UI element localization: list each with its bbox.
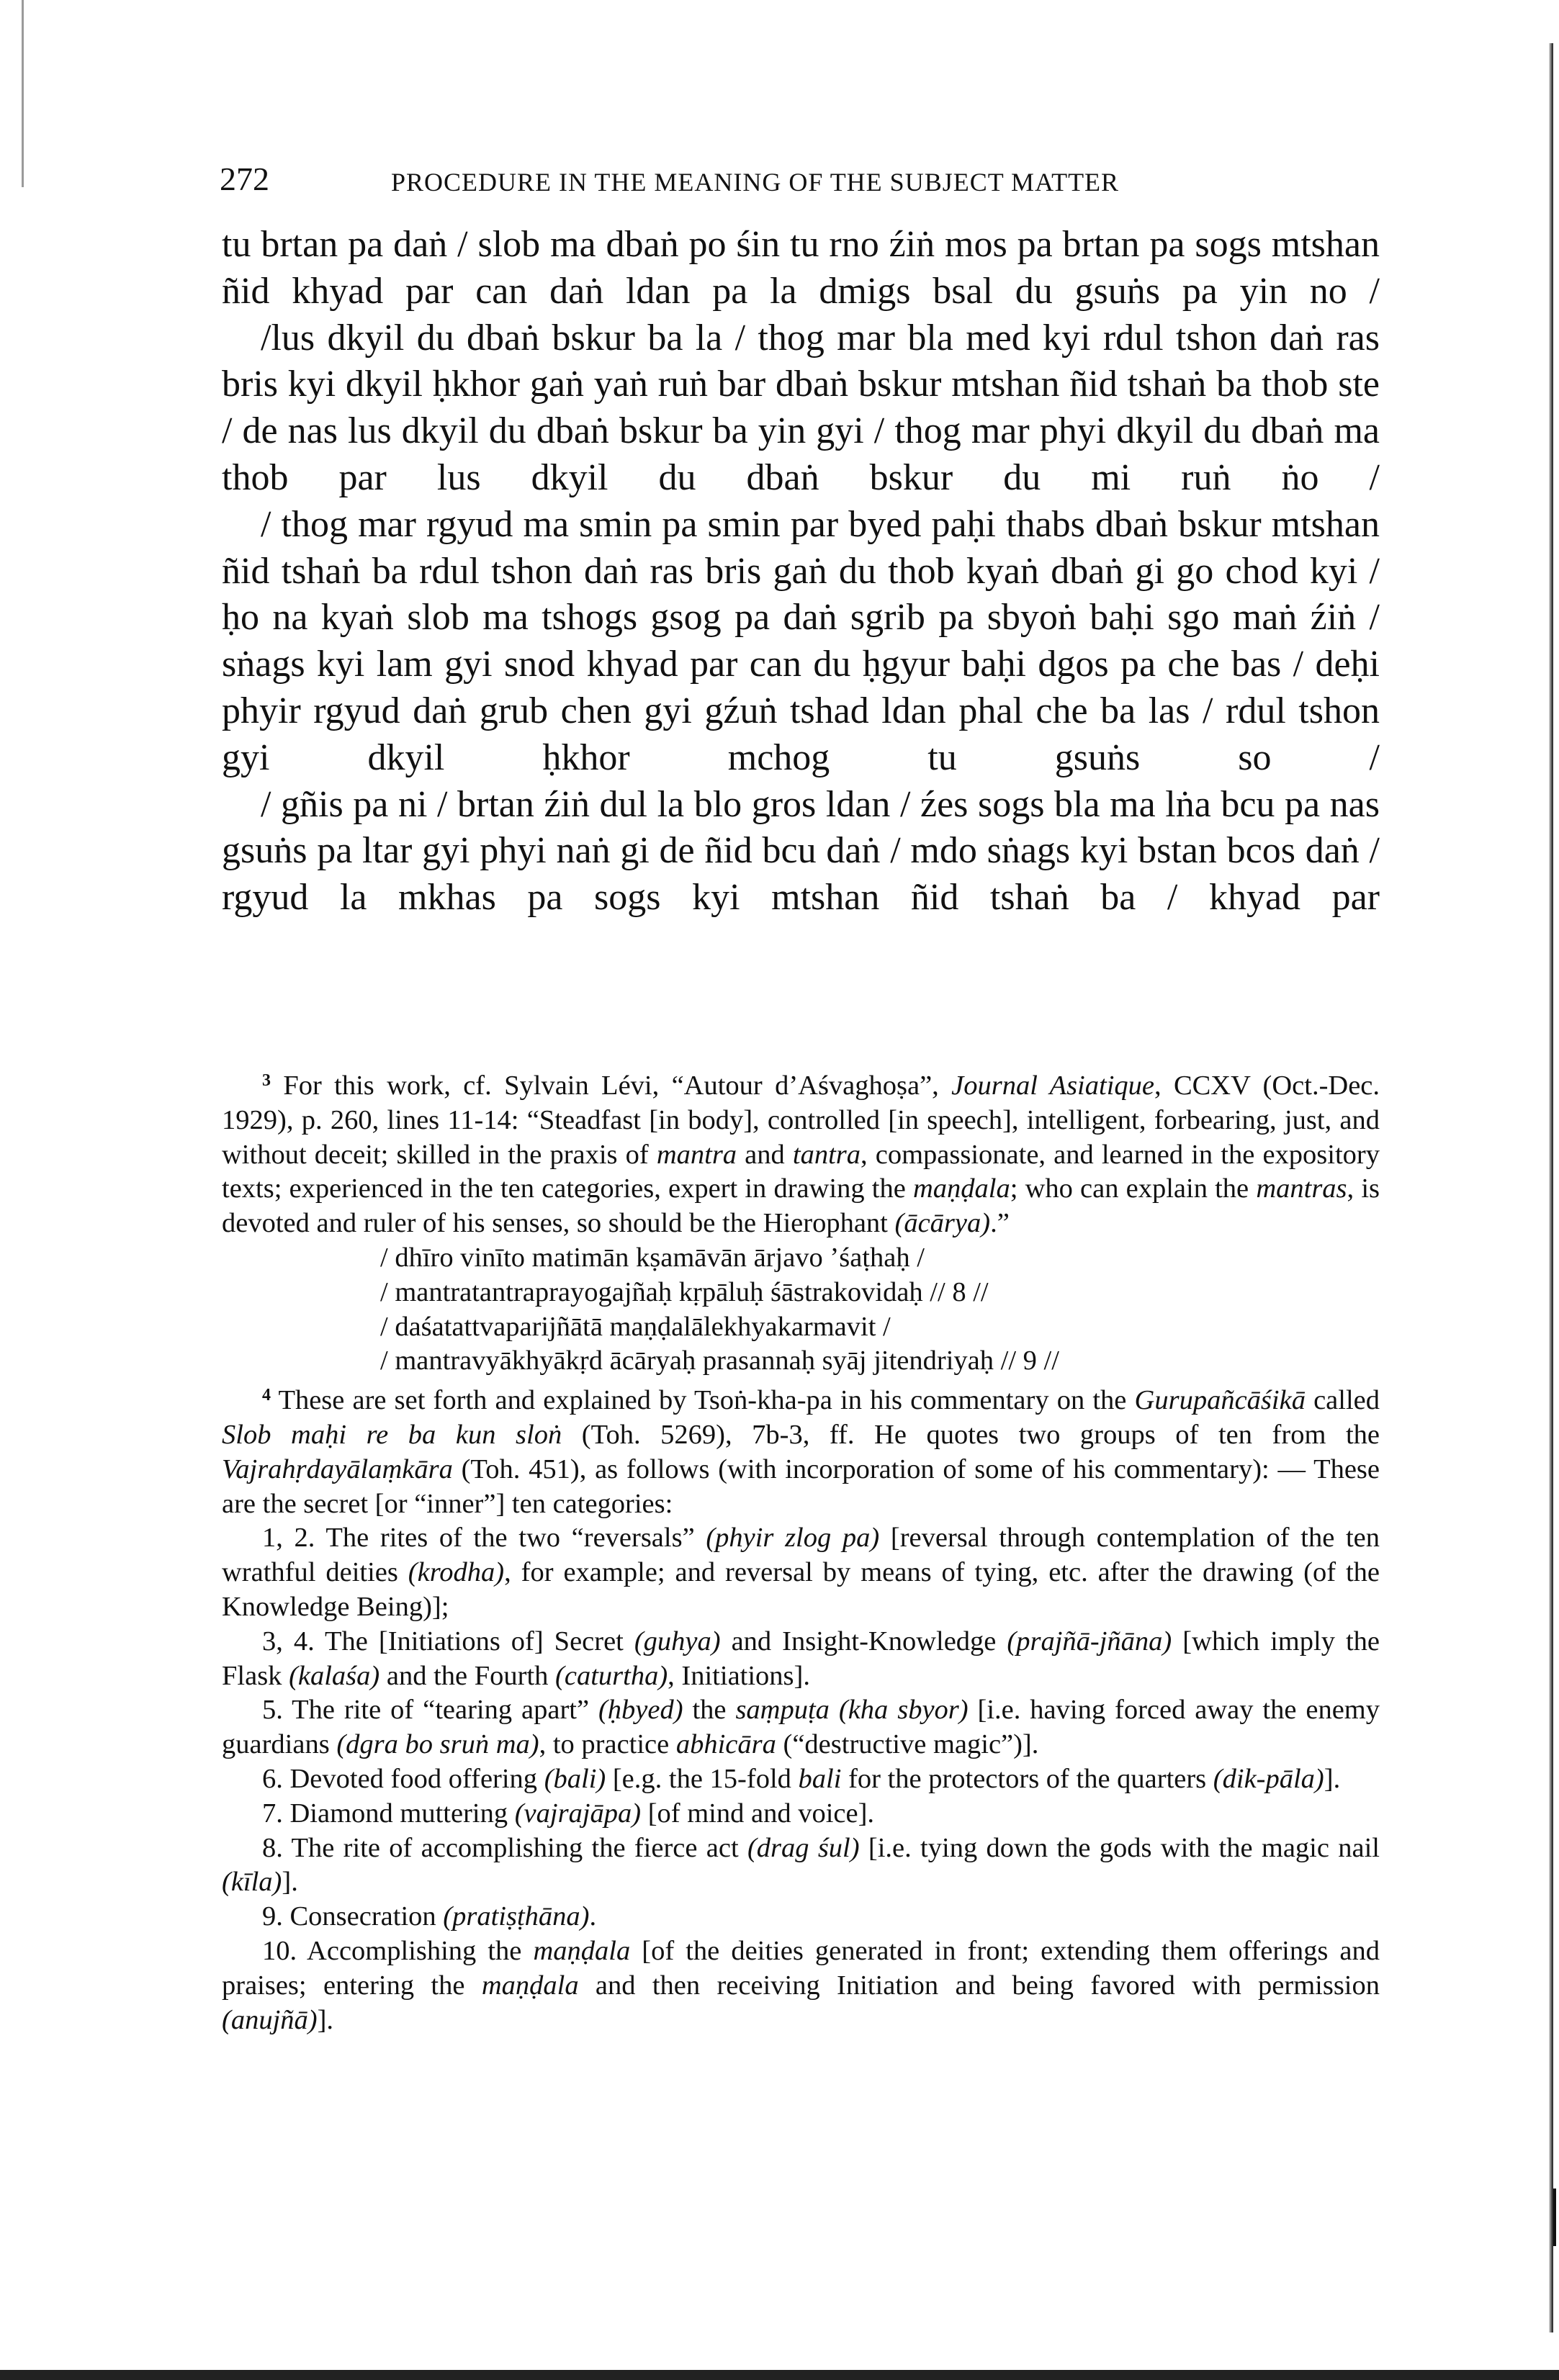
list-item: 9. Consecration (pratiṣṭhāna).	[262, 1901, 597, 1932]
running-head: PROCEDURE IN THE MEANING OF THE SUBJECT MATTER	[391, 168, 1120, 197]
list-item: 6. Devoted food offering (bali) [e.g. the 15-fold bali for the protectors of the quarters (dik-pāla)].	[262, 1763, 1341, 1794]
scan-left-edge	[22, 0, 24, 187]
scan-edge-mark	[1553, 2189, 1556, 2246]
list-item: 5. The rite of “tearing apart” (ḥbyed) the saṃpuṭa (kha sbyor) [i.e. having forced away the enemy guardians (dgra bo sruṅ ma), to practice abhicāra (“destructive magic”)].	[222, 1695, 1380, 1760]
footnote-marker: 4	[262, 1386, 271, 1405]
verse-line: / mantravyākhyākṛd ācāryaḥ prasannaḥ syāj jitendriyaḥ // 9 //	[380, 1345, 1059, 1376]
verse-line: / mantratantraprayogajñaḥ kṛpāluḥ śāstrakovidaḥ // 8 //	[380, 1276, 989, 1307]
footnote-4: $^4$ These are set forth and explained by Tsoṅ-kha-pa in his commentary on the Gurupañcāśikā called Slob maḥi re ba kun sloṅ (Toh. 5269), 7b-3, ff. He quotes two groups of ten from the Vajrahṛdayālaṃkāra (Toh. 451), as follows (with incorporation of some of his commentary): — These are the secret [or “inner”] ten categories:	[222, 1385, 1380, 1519]
list-item: 8. The rite of accomplishing the fierce act (drag śul) [i.e. tying down the gods with the magic nail (kīla)].	[222, 1832, 1380, 1898]
footnote-3: $^3$ For this work, cf. Sylvain Lévi, “Autour d’Aśvaghoṣa”, Journal Asiatique, CCXV (Oct.-Dec. 1929), p. 260, lines 11-14: “Steadfast [in body], controlled [in speech], intelligent, forbearing, just, and without deceit; skilled in the praxis of mantra and tantra, compassionate, and learned in the expository texts; experienced in the ten categories, expert in drawing the maṇḍala; who can explain the mantras, is devoted and ruler of his senses, so should be the Hierophant (ācārya).”	[222, 1070, 1380, 1239]
main-paragraph: tu brtan pa daṅ / slob ma dbaṅ po śin tu rno źiṅ mos pa brtan pa sogs mtshan ñid khyad par can daṅ ldan pa la dmigs bsal du gsuṅs pa yin no /	[222, 224, 1380, 312]
verse-line: / daśatattvaparijñātā maṇḍalālekhyakarmavit /	[380, 1311, 891, 1342]
list-item: 3, 4. The [Initiations of] Secret (guhya) and Insight-Knowledge (prajñā-jñāna) [which imply the Flask (kalaśa) and the Fourth (caturtha), Initiations].	[222, 1626, 1380, 1691]
scan-bottom-edge	[0, 2370, 1559, 2380]
page-number: 272	[220, 161, 269, 197]
main-paragraph: / gñis pa ni / brtan źiṅ dul la blo gros ldan / źes sogs bla ma lṅa bcu pa nas gsuṅs pa ltar gyi phyi naṅ gi de ñid bcu daṅ / mdo sṅags kyi bstan bcos daṅ / rgyud la mkhas pa sogs kyi mtshan ñid tshaṅ ba / khyad par	[222, 783, 1380, 919]
list-item: 10. Accomplishing the maṇḍala [of the deities generated in front; extending them offerings and praises; entering the maṇḍala and then receiving Initiation and being favored with permission (anujñā)].	[222, 1935, 1380, 2035]
main-paragraph: /lus dkyil du dbaṅ bskur ba la / thog mar bla med kyi rdul tshon daṅ ras bris kyi dkyil ḥkhor gaṅ yaṅ ruṅ bar dbaṅ bskur mtshan ñid tshaṅ ba thob ste / de nas lus dkyil du dbaṅ bskur ba yin gyi / thog mar phyi dkyil du dbaṅ ma thob par lus dkyil du dbaṅ bskur du mi ruṅ ṅo /	[222, 317, 1380, 498]
footnotes	[222, 1064, 1380, 2037]
list-item: 1, 2. The rites of the two “reversals” (phyir zlog pa) [reversal through contemplation of the ten wrathful deities (krodha), for example; and reversal by means of tying, etc. after the drawing (of the Knowledge Being)];	[222, 1523, 1380, 1622]
main-text	[222, 222, 1380, 921]
footnote-marker: 3	[262, 1071, 271, 1090]
verse-line: / dhīro vinīto matimān kṣamāvān ārjavo ’śaṭhaḥ /	[380, 1242, 925, 1273]
list-item: 7. Diamond muttering (vajrajāpa) [of mind and voice].	[262, 1798, 875, 1829]
page-header	[220, 160, 1386, 203]
scan-right-edge	[1549, 43, 1553, 2332]
main-paragraph: / thog mar rgyud ma smin pa smin par byed paḥi thabs dbaṅ bskur mtshan ñid tshaṅ ba rdul tshon daṅ ras bris gaṅ du thob kyaṅ dbaṅ gi go chod kyi / ḥo na kyaṅ slob ma tshogs gsog pa daṅ sgrib pa sbyoṅ baḥi sgo maṅ źiṅ / sṅags kyi lam gyi snod khyad par can du ḥgyur baḥi dgos pa che bas / deḥi phyir rgyud daṅ grub chen gyi gźuṅ tshad ldan phal che ba las / rdul tshon gyi dkyil ḥkhor mchog tu gsuṅs so /	[222, 503, 1380, 778]
